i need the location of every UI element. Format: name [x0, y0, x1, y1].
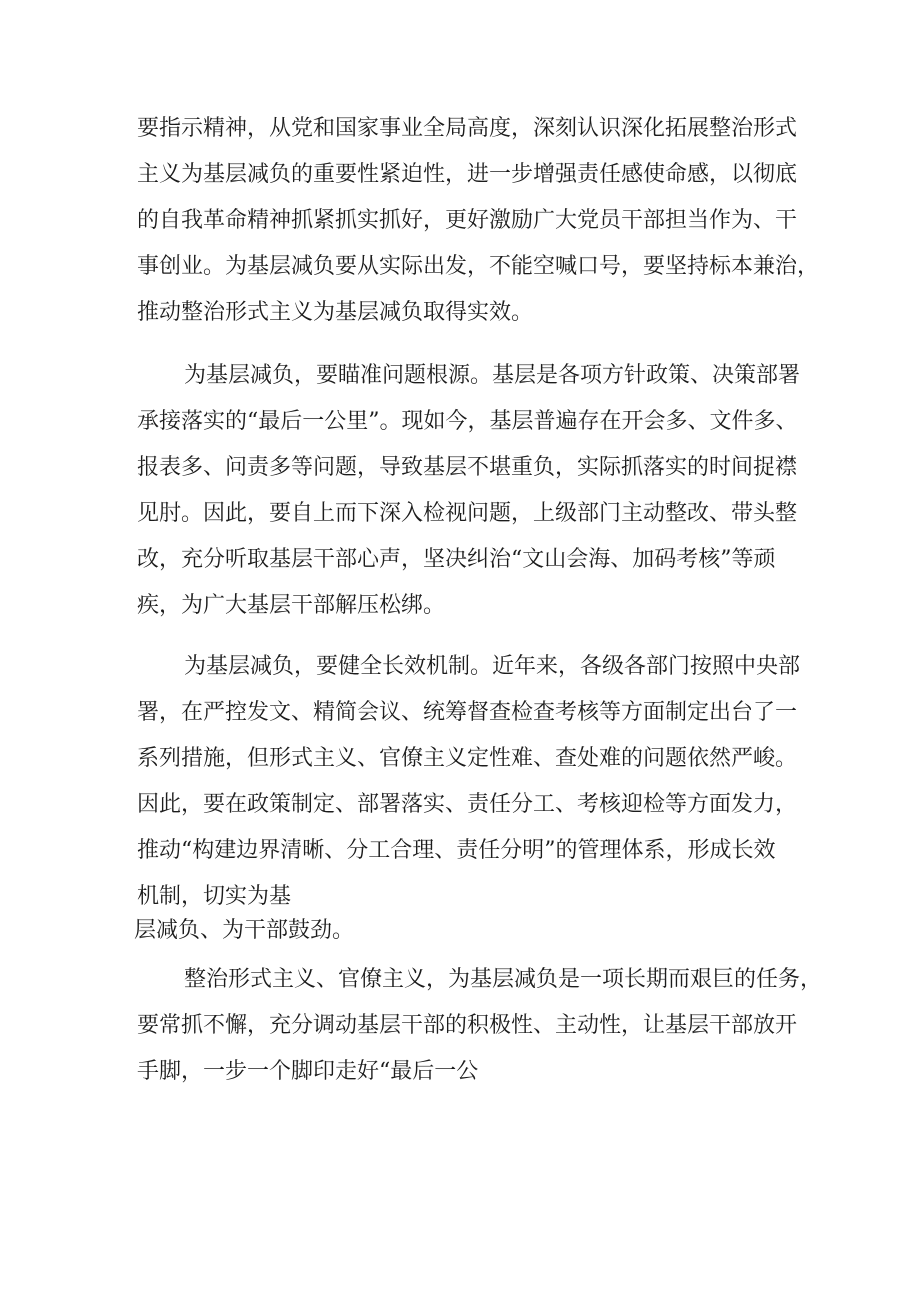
paragraph-2-line-1: 为基层减负，要瞄准问题根源。基层是各项方针政策、决策部署	[184, 363, 801, 388]
paragraph-2-line-5: 改，充分听取基层干部心声，坚决纠治“文山会海、加码考核”等顽	[137, 547, 776, 572]
paragraph-2-line-4: 见肘。因此，要自上而下深入检视问题，上级部门主动整改、带头整	[137, 501, 798, 526]
paragraph-3-line-6: 机制，切实为基	[137, 884, 292, 909]
paragraph-1-line-3: 的自我革命精神抓紧抓实抓好，更好激励广大党员干部担当作为、干	[137, 208, 798, 233]
paragraph-3-line-5: 推动“构建边界清晰、分工合理、责任分明”的管理体系，形成长效	[137, 838, 776, 863]
paragraph-2-line-6: 疾，为广大基层干部解压松绑。	[137, 593, 446, 618]
paragraph-4-line-1: 整治形式主义、官僚主义，为基层减负是一项长期而艰巨的任务，	[184, 967, 823, 992]
paragraph-1-line-1: 要指示精神，从党和国家事业全局高度，深刻认识深化拓展整治形式	[137, 116, 798, 141]
paragraph-4-line-2: 要常抓不懈，充分调动基层干部的积极性、主动性，让基层干部放开	[137, 1013, 798, 1038]
paragraph-2-line-3: 报表多、问责多等问题，导致基层不堪重负，实际抓落实的时间捉襟	[137, 455, 798, 480]
paragraph-3-line-3: 系列措施，但形式主义、官僚主义定性难、查处难的问题依然严峻。	[137, 746, 798, 771]
paragraph-1-line-4: 事创业。为基层减负要从实际出发，不能空喊口号，要坚持标本兼治，	[137, 254, 820, 279]
paragraph-3-line-2: 署，在严控发文、精简会议、统筹督查检查考核等方面制定出台了一	[137, 700, 798, 725]
paragraph-3-line-1: 为基层减负，要健全长效机制。近年来，各级各部门按照中央部	[184, 654, 801, 679]
paragraph-3-line-4: 因此，要在政策制定、部署落实、责任分工、考核迎检等方面发力，	[137, 792, 798, 817]
paragraph-3-line-7: 层减负、为干部鼓劲。	[134, 918, 355, 943]
paragraph-4-line-3: 手脚，一步一个脚印走好“最后一公	[137, 1059, 479, 1084]
paragraph-1-line-2: 主义为基层减负的重要性紧迫性，进一步增强责任感使命感，以彻底	[137, 162, 798, 187]
paragraph-2-line-2: 承接落实的“最后一公里”。现如今，基层普遍存在开会多、文件多、	[137, 409, 798, 434]
paragraph-1-line-5: 推动整治形式主义为基层减负取得实效。	[137, 300, 534, 325]
